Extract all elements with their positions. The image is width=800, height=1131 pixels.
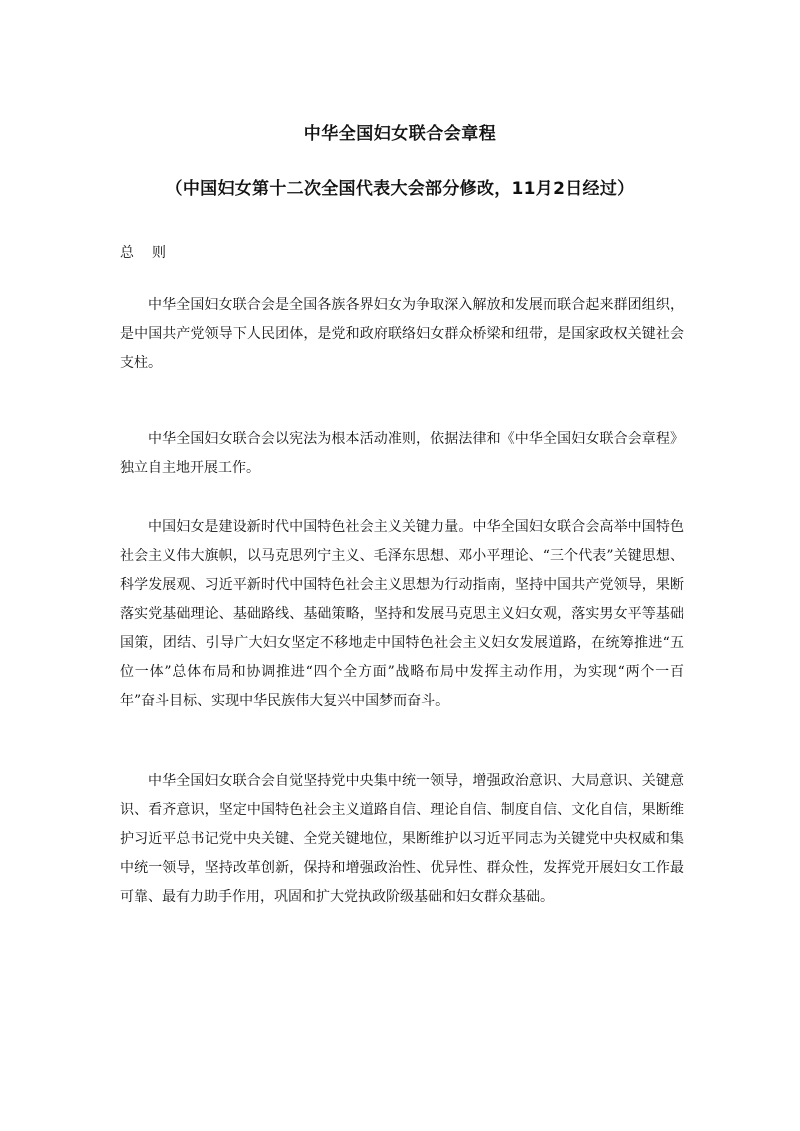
document-title: 中华全国妇女联合会章程: [303, 124, 497, 144]
section-heading: 总则: [120, 245, 184, 261]
document-subtitle: （中国妇女第十二次全国代表大会部分修改，11月2日经过）: [165, 179, 635, 199]
paragraph-1: 中华全国妇女联合会是全国各族各界妇女为争取深入解放和发展而联合起来群团组织，是中国共产党领导下人民团体，是党和政府联络妇女群众桥梁和纽带，是国家政权关键社会支柱。: [120, 297, 684, 371]
paragraph-4: 中华全国妇女联合会自觉坚持党中央集中统一领导，增强政治意识、大局意识、关键意识、看齐意识，坚定中国特色社会主义道路自信、理论自信、制度自信、文化自信，果断维护习近平总书记党中央关键、全党关键地位，果断维护以习近平同志为关键党中央权威和集中统一领导，坚持改革创新，保持和增强政治性、优异性、群众性，发挥党开展妇女工作最可靠、最有力助手作用，巩固和扩大党执政阶级基础和妇女群众基础。: [120, 773, 684, 905]
paragraph-3: 中国妇女是建设新时代中国特色社会主义关键力量。中华全国妇女联合会高举中国特色社会主义伟大旗帜，以马克思列宁主义、毛泽东思想、邓小平理论、“三个代表”关键思想、科学发展观、习近平新时代中国特色社会主义思想为行动指南，坚持中国共产党领导，果断落实党基础理论、基础路线、基础策略，坚持和发展马克思主义妇女观，落实男女平等基础国策，团结、引导广大妇女坚定不移地走中国特色社会主义妇女发展道路，在统筹推进“五位一体”总体布局和协调推进“四个全方面”战略布局中发挥主动作用，为实现“两个一百年”奋斗目标、实现中华民族伟大复兴中国梦而奋斗。: [120, 519, 684, 709]
paragraph-2: 中华全国妇女联合会以宪法为根本活动准则，依据法律和《中华全国妇女联合会章程》独立自主地开展工作。: [120, 431, 684, 476]
